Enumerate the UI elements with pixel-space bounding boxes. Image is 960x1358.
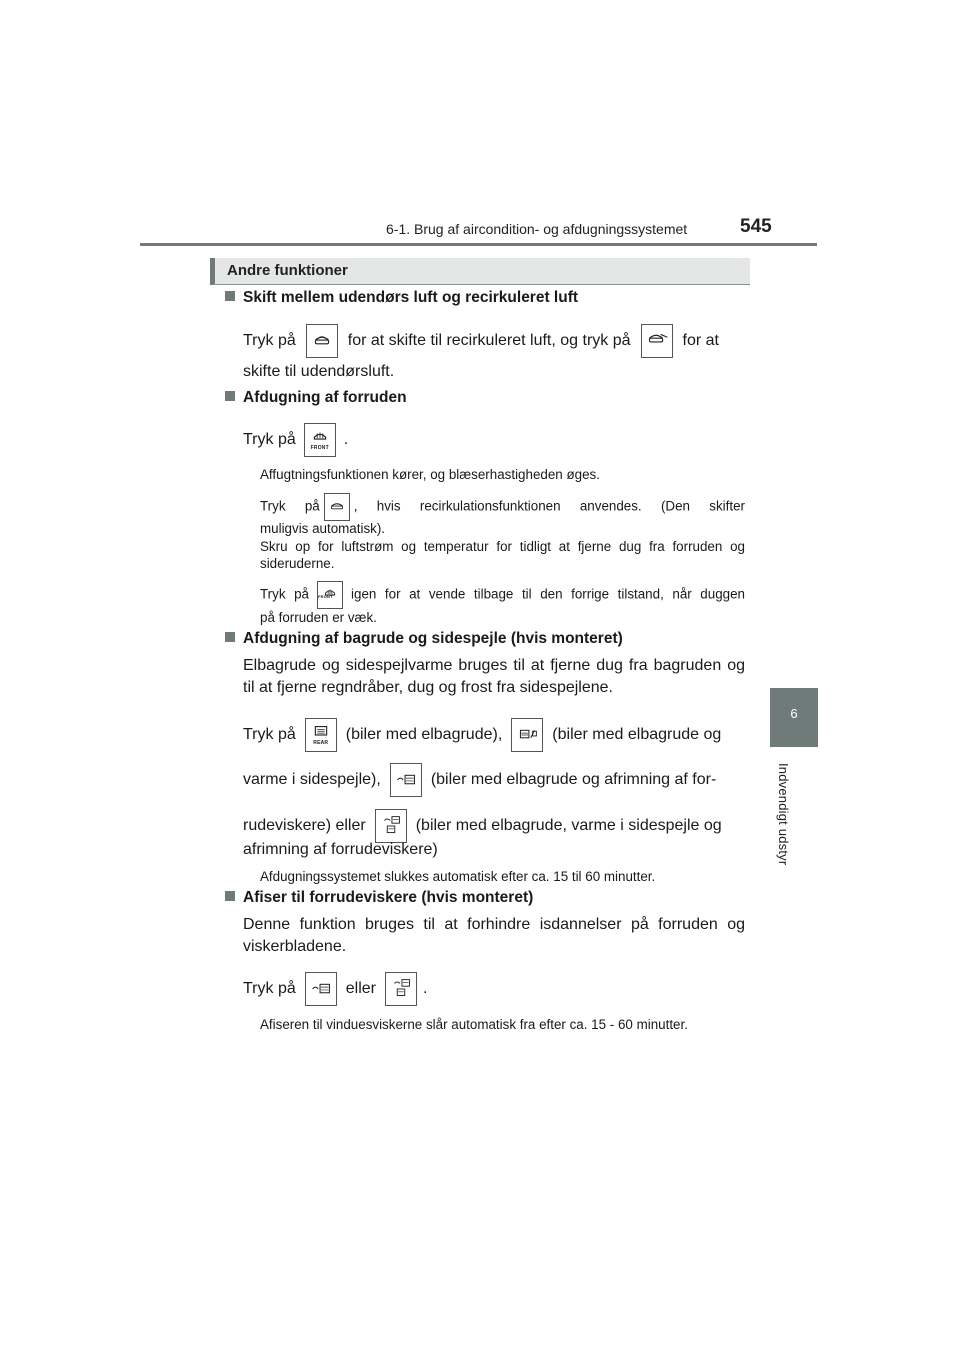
- heading-wiper-deicer: Afiser til forrudeviskere (hvis monteret): [225, 889, 533, 907]
- front-defroster-button-icon: FRONT: [304, 423, 336, 457]
- note-return-previous: Tryk på FRONT igen for at vende tilbage til den forrige tilstand, når duggen: [260, 581, 745, 609]
- note-deicer-auto-off: Afiseren til vinduesviskerne slår automatisk fra efter ca. 15 - 60 minutter.: [260, 1017, 688, 1032]
- recirc-line-1: Tryk på for at skifte til recirkuleret luft, og tryk på for at: [243, 324, 745, 358]
- page-number: 545: [740, 216, 772, 237]
- heading-rear-defog: Afdugning af bagrude og sidespejle (hvis monteret): [225, 630, 623, 648]
- rear-defog-line-4: afrimning af forrudeviskere): [243, 841, 438, 858]
- recirc-line-2: skifte til udendørsluft.: [243, 363, 395, 380]
- rear-defog-line-1: Tryk på REAR (biler med elbagrude), (biler med elbagrude og: [243, 718, 745, 752]
- bullet-square-icon: [225, 891, 235, 901]
- recirculation-button-icon: [306, 324, 338, 358]
- wiper-mirror-deicer-button-icon: [385, 972, 417, 1006]
- recirculation-button-icon: [324, 493, 350, 521]
- section-title-bar: [210, 258, 750, 285]
- outside-air-button-icon: [641, 324, 673, 358]
- note-dehumidify: Affugtningsfunktionen kører, og blæserhastigheden øges.: [260, 467, 600, 482]
- note-auto-off: Afdugningssystemet slukkes automatisk efter ca. 15 til 60 minutter.: [260, 869, 656, 884]
- note-recirc-switch: Tryk på , hvis recirkulationsfunktionen anvendes. (Den skifter: [260, 493, 745, 521]
- header-divider: [140, 243, 817, 246]
- chapter-tab-number: 6: [790, 706, 798, 721]
- note-airflow: Skru op for luftstrøm og temperatur for tidligt at fjerne dug fra forruden og sideruderne.: [260, 539, 745, 571]
- bullet-square-icon: [225, 291, 235, 301]
- heading-recirculation: Skift mellem udendørs luft og recirkuleret luft: [225, 289, 578, 307]
- rear-defog-line-3: rudeviskere) eller (biler med elbagrude, varme i sidespejle og: [243, 809, 745, 843]
- wiper-deicer-line-1: Tryk på eller .: [243, 972, 745, 1006]
- rear-and-wiper-deicer-button-icon: [390, 763, 422, 797]
- heading-front-defog: Afdugning af forruden: [225, 389, 407, 407]
- rear-defog-description: Elbagrude og sidespejlvarme bruges til at fjerne dug fra bagruden og til at fjerne regndråber, dug og frost fra sidespejlene.: [243, 657, 745, 696]
- note-fog-gone: på forruden er væk.: [260, 610, 377, 625]
- rear-and-mirror-defogger-button-icon: [511, 718, 543, 752]
- front-defog-line-1: Tryk på FRONT .: [243, 423, 745, 457]
- rear-defogger-button-icon: REAR: [305, 718, 337, 752]
- chapter-side-label: Indvendigt udstyr: [776, 763, 791, 866]
- rear-defog-line-2: varme i sidespejle), (biler med elbagrude og afrimning af for-: [243, 763, 745, 797]
- bullet-square-icon: [225, 391, 235, 401]
- wiper-deicer-description: Denne funktion bruges til at forhindre isdannelser på forruden og viskerbladene.: [243, 916, 745, 955]
- chapter-tab: [770, 688, 818, 747]
- wiper-deicer-button-icon: [305, 972, 337, 1006]
- note-recirc-auto: muligvis automatisk).: [260, 521, 386, 536]
- bullet-square-icon: [225, 632, 235, 642]
- rear-mirror-wiper-defogger-button-icon: [375, 809, 407, 843]
- chapter-header: 6-1. Brug af aircondition- og afdugningssystemet: [386, 221, 688, 237]
- front-defroster-button-icon: FRONT: [317, 581, 343, 609]
- section-title: Andre funktioner: [227, 262, 348, 279]
